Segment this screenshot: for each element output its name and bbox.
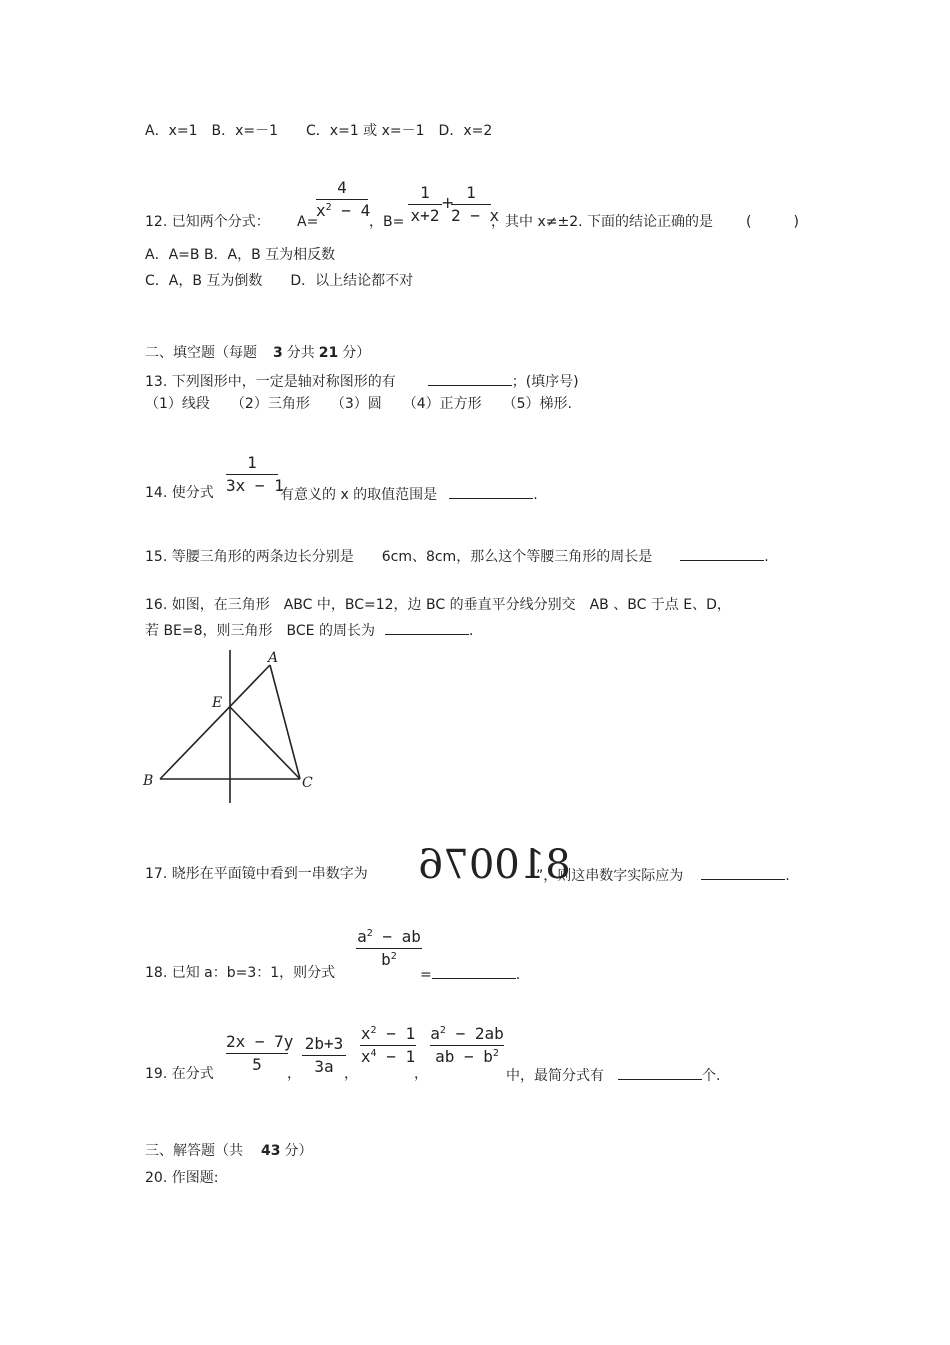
- fraction-numerator: 4: [337, 178, 347, 197]
- segment-ec: [230, 707, 300, 779]
- answer-blank[interactable]: [680, 546, 764, 561]
- q15-stem: 15. 等腰三角形的两条边长分别是 6cm、8cm，那么这个等腰三角形的周长是 .: [145, 546, 769, 566]
- q19-fraction-3: [360, 1024, 416, 1067]
- fraction-bar: [356, 948, 422, 949]
- separator-comma: ，: [344, 1066, 358, 1082]
- section-2-heading: 二、填空题（每题 3 分共 21 分）: [145, 345, 371, 361]
- label-e: E: [212, 695, 223, 711]
- q12-fraction-a: [316, 178, 371, 221]
- fraction-numerator: 1: [420, 183, 430, 202]
- fraction-bar: [226, 474, 278, 475]
- q11-options: A．x=1 B．x=－1 C．x=1 或 x=－1 D．x=2: [145, 123, 493, 139]
- segment-ac: [270, 665, 300, 779]
- q12-stem-prefix: 12. 已知两个分式：: [145, 214, 270, 230]
- fraction-denominator: 3x − 1: [226, 476, 284, 495]
- fraction-bar: [360, 1045, 416, 1046]
- q12-plus-sign: +: [441, 193, 455, 212]
- fraction-denominator: $b^2$: [381, 950, 397, 969]
- q14-suffix: 有意义的 x 的取值范围是 .: [280, 484, 538, 504]
- q19-fraction-2: [302, 1034, 346, 1077]
- fraction-numerator: 1: [247, 453, 257, 472]
- fraction-denominator: 3a: [314, 1057, 334, 1076]
- fraction-bar: [430, 1045, 504, 1046]
- q18-answer: = .: [420, 964, 520, 984]
- q12-answer-paren: ( ): [746, 214, 799, 230]
- answer-blank[interactable]: [432, 964, 516, 979]
- fraction-bar: [302, 1055, 346, 1056]
- fraction-bar: [408, 204, 442, 205]
- fraction-denominator: 5: [252, 1055, 262, 1074]
- answer-blank[interactable]: [701, 865, 785, 880]
- fraction-numerator: $a^2$ − ab: [357, 927, 421, 946]
- mirrored-digits: 810076: [418, 842, 571, 888]
- q19-prefix: 19. 在分式: [145, 1066, 214, 1082]
- q12-stem-suffix: ，其中 x≠±2. 下面的结论正确的是: [491, 214, 714, 230]
- q14-fraction: [226, 453, 284, 496]
- fraction-denominator: x+2: [410, 206, 440, 225]
- answer-blank[interactable]: [618, 1065, 702, 1080]
- fraction-bar: [451, 204, 491, 205]
- q19-fraction-1: [226, 1032, 294, 1075]
- q19-fraction-4: [430, 1024, 504, 1067]
- fraction-denominator: $x^4 - 1$: [360, 1047, 416, 1066]
- separator-comma: ，: [414, 1066, 428, 1082]
- q17-suffix: ”，则这串数字实际应为 .: [536, 865, 790, 885]
- q19-suffix: 中，最简分式有 个.: [506, 1065, 720, 1085]
- label-c: C: [302, 775, 313, 791]
- fraction-bar: [316, 199, 368, 200]
- q12-options-ab: A．A=B B．A，B 互为相反数: [145, 247, 336, 263]
- triangle-figure: [138, 645, 328, 810]
- q16-line2: 若 BE=8，则三角形 BCE 的周长为 .: [145, 620, 473, 640]
- fraction-denominator: 2 − x: [451, 206, 500, 225]
- fraction-numerator: 1: [466, 183, 476, 202]
- label-b: B: [143, 773, 154, 789]
- answer-blank[interactable]: [428, 371, 512, 386]
- fraction-numerator: $a^2 - 2ab$: [430, 1024, 504, 1043]
- fraction-bar: [226, 1053, 288, 1054]
- q13-items: （1）线段 （2）三角形 （3）圆 （4）正方形 （5）梯形.: [145, 396, 572, 412]
- q18-prefix: 18. 已知 a：b=3：1，则分式: [145, 965, 336, 981]
- answer-blank[interactable]: [449, 484, 533, 499]
- fraction-numerator: 2b+3: [304, 1034, 344, 1053]
- answer-blank[interactable]: [385, 620, 469, 635]
- q12-b-label: ，B=: [369, 214, 405, 230]
- segment-ab: [160, 665, 270, 779]
- fraction-numerator: $x^2 - 1$: [360, 1024, 416, 1043]
- q20-stem: 20. 作图题:: [145, 1170, 219, 1186]
- q12-fraction-b1: [408, 183, 442, 226]
- section-3-heading: 三、解答题（共 43 分）: [145, 1143, 313, 1159]
- q16-line1: 16. 如图，在三角形 ABC 中，BC=12，边 BC 的垂直平分线分别交 AB 、BC 于点 E、D，: [145, 597, 731, 613]
- q12-a-label: A=: [297, 214, 319, 230]
- q12-options-cd: C．A，B 互为倒数 D．以上结论都不对: [145, 273, 414, 289]
- fraction-denominator: ab − $b^2$: [435, 1047, 499, 1066]
- q17-prefix: 17. 晓彤在平面镜中看到一串数字为: [145, 866, 368, 882]
- separator-comma: ，: [287, 1066, 301, 1082]
- q12-fraction-b2: [451, 183, 500, 226]
- q18-fraction: [356, 927, 422, 970]
- label-a: A: [268, 650, 279, 666]
- q13-stem: 13. 下列图形中，一定是轴对称图形的有 ；(填序号): [145, 371, 579, 391]
- fraction-numerator: 2x − 7y: [226, 1032, 294, 1051]
- fraction-denominator: $x^2 - 4$: [316, 201, 371, 220]
- q14-prefix: 14. 使分式: [145, 485, 214, 501]
